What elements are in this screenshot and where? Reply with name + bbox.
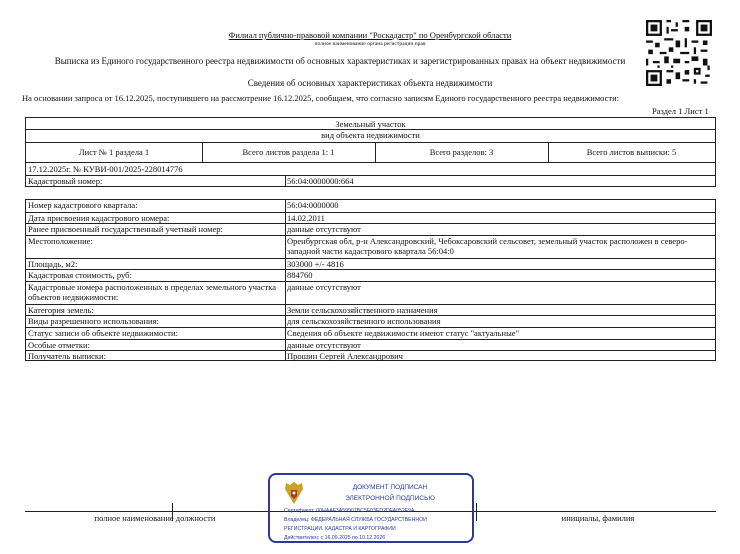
- row-label: Виды разрешенного использования:: [28, 316, 159, 326]
- row-label: Местоположение:: [28, 236, 93, 246]
- stamp-owner: Владелец: ФЕДЕРАЛЬНАЯ СЛУЖБА ГОСУДАРСТВЕННОЙ: [284, 517, 427, 523]
- table-row: [26, 258, 715, 269]
- table-row: [26, 235, 715, 258]
- table-row: [26, 223, 715, 234]
- organization-name: Филиал публично-правовой компании "Роскадастр" по Оренбургской области: [228, 30, 512, 40]
- row-value: 14.02.2011: [287, 213, 325, 223]
- row-value: для сельскохозяйственного использования: [287, 316, 441, 326]
- coat-of-arms-icon: [282, 480, 306, 506]
- row-label: Ранее присвоенный государственный учетный номер:: [28, 224, 223, 234]
- row-label: Статус записи об объекте недвижимости:: [28, 328, 178, 338]
- object-summary-box: [25, 117, 716, 187]
- row-value: 884760: [287, 270, 313, 280]
- table-row: [26, 212, 715, 223]
- object-type-caption: вид объекта недвижимости: [321, 130, 420, 140]
- object-type: Земельный участок: [335, 119, 406, 129]
- row-label: Кадастровые номера расположенных в пределах земельного участка объектов недвижимости:: [28, 282, 277, 302]
- stamp-line2: ЭЛЕКТРОННОЙ ПОДПИСЬЮ: [345, 495, 435, 502]
- row-label: Дата присвоения кадастрового номера:: [28, 213, 170, 223]
- qr-code: [646, 20, 712, 86]
- position-caption: полное наименование должности: [94, 513, 216, 523]
- stamp-line1: ДОКУМЕНТ ПОДПИСАН: [352, 484, 428, 491]
- total-sheets: Всего листов выписки: 5: [586, 147, 677, 157]
- row-label: Особые отметки:: [28, 340, 90, 350]
- cadastral-number-value: 56:04:0000000:664: [287, 176, 354, 186]
- electronic-signature-stamp: [268, 473, 474, 543]
- row-label: Категория земель:: [28, 305, 94, 315]
- row-value: 303000 +/- 4816: [287, 259, 344, 269]
- row-value: Оренбургская обл, р-н Александровский, Чебоксаровский сельсовет, земельный участок расположен в северо-западной части кадастрового квартала 56:04:0: [287, 236, 688, 256]
- cadastral-number-label: Кадастровый номер:: [28, 176, 103, 186]
- section-title: Сведения об основных характеристиках объекта недвижимости: [247, 78, 493, 88]
- document-number: 17.12.2025г. № КУВИ-001/2025-228014776: [28, 164, 183, 174]
- row-label: Номер кадастрового квартала:: [28, 200, 138, 210]
- total-sheets-section: Всего листов раздела 1: 1: [242, 147, 335, 157]
- document-title: Выписка из Единого государственного реестра недвижимости об основных характеристиках и зарегистрированных правах на объект недвижимости: [54, 56, 626, 66]
- row-label: Получатель выписки:: [28, 351, 106, 361]
- signature-divider: [476, 503, 477, 521]
- table-row: [26, 327, 715, 339]
- row-value: данные отсутствуют: [287, 224, 361, 234]
- table-row: [26, 339, 715, 350]
- sheet-number: Лист № 1 раздела 1: [78, 147, 150, 157]
- row-value: 56:04:0000000: [287, 200, 339, 210]
- stamp-validity: Действителен: с 16.09.2025 по 10.12.2026: [284, 535, 386, 541]
- table-row: [26, 350, 715, 361]
- row-value: Сведения об объекте недвижимости имеют статус "актуальные": [287, 328, 520, 338]
- row-value: Прошин Сергей Александрович: [287, 351, 403, 361]
- total-sections: Всего разделов: 3: [429, 147, 494, 157]
- row-label: Площадь, м2:: [28, 259, 78, 269]
- stamp-certificate: Сертификат: 00HAAF3A59907BC5E03ED2DFA052F9A: [284, 508, 415, 514]
- row-value: Земли сельскохозяйственного назначения: [287, 305, 438, 315]
- table-row: [26, 269, 715, 281]
- row-value: данные отсутствуют: [287, 340, 361, 350]
- page-label: Раздел 1 Лист 1: [652, 106, 709, 116]
- organization-caption: полное наименование органа регистрации прав: [314, 41, 426, 47]
- table-row: [26, 200, 715, 212]
- row-value: данные отсутствуют: [287, 282, 361, 292]
- table-row: [26, 304, 715, 315]
- basis-text: На основании запроса от 16.12.2025, поступившего на рассмотрение 16.12.2025, сообщаем, что согласно записям Единого государственного реестра недвижимости:: [22, 93, 619, 103]
- row-label: Кадастровая стоимость, руб:: [28, 270, 132, 280]
- table-row: [26, 315, 715, 327]
- name-caption: инициалы, фамилия: [561, 513, 635, 523]
- table-row: [26, 281, 715, 303]
- stamp-owner-cont: РЕГИСТРАЦИИ, КАДАСТРА И КАРТОГРАФИИ: [284, 526, 396, 532]
- details-table: [25, 199, 716, 361]
